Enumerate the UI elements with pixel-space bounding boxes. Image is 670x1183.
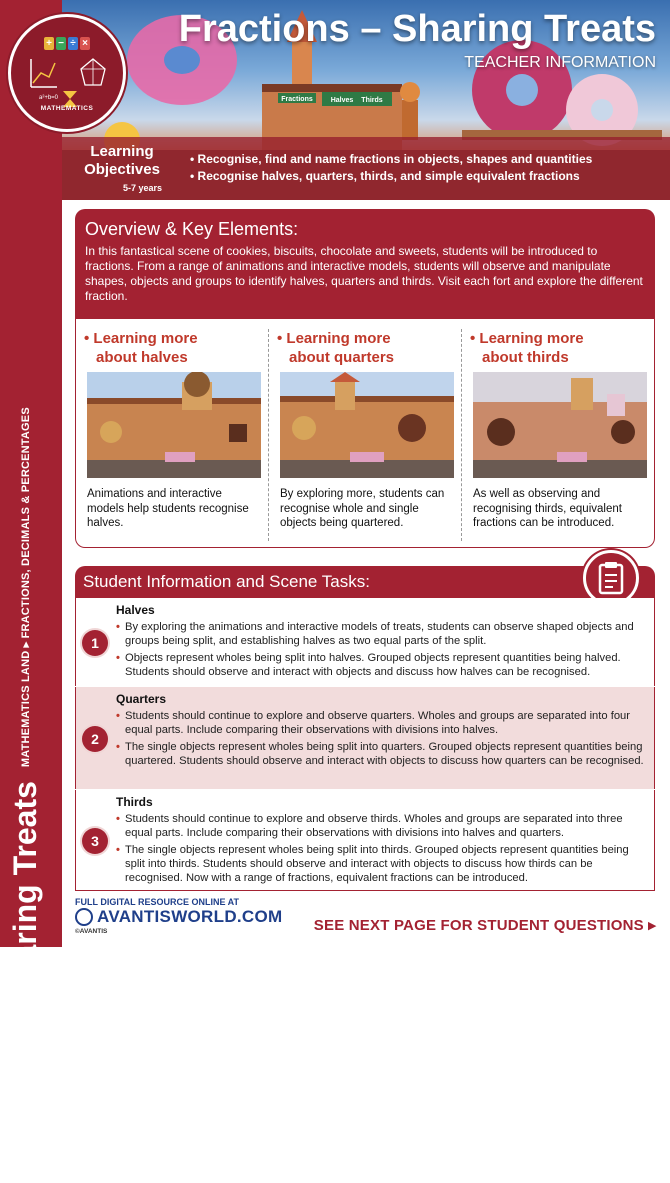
panel-halves — [76, 319, 262, 547]
hero-sign-halves — [331, 97, 354, 104]
task-quarters — [75, 687, 655, 789]
student-info-header — [75, 566, 655, 598]
globe-icon — [75, 908, 93, 926]
task-title: Quarters — [116, 692, 167, 706]
task-number: 2 — [82, 726, 108, 752]
next-page-link[interactable]: SEE NEXT PAGE FOR STUDENT QUESTIONS ▸ — [313, 917, 656, 934]
page-title: Fractions – Sharing Treats — [178, 8, 656, 50]
halves-scene-image — [87, 372, 261, 478]
panel-thirds — [462, 319, 648, 547]
task-thirds — [75, 790, 655, 891]
task-point: • Objects represent wholes being split into halves. Grouped objects represent quantities being halved. Students should observe and interact with objects and discuss how halves can be recognised. — [116, 651, 648, 679]
learning-objectives — [62, 137, 670, 200]
task-point: • The single objects represent wholes being split into quarters. Grouped objects represent quantities being quartered. Students should observe and interact with objects to discuss how quarters can be recognised. — [116, 740, 648, 768]
svg-text:Thirds: Thirds — [361, 97, 383, 104]
badge-formula: a²+b=0 — [39, 95, 59, 101]
task-title: Thirds — [116, 795, 153, 809]
thirds-scene-image — [473, 372, 647, 478]
task-points — [116, 620, 648, 682]
minus-icon: − — [56, 37, 66, 50]
objective-item: • Recognise halves, quarters, thirds, and simple equivalent fractions — [190, 168, 592, 185]
hero-sign-fractions — [278, 93, 316, 103]
badge-label: MATHEMATICS — [40, 105, 94, 112]
panel-caption: Animations and interactive models help students recognise halves. — [87, 488, 249, 529]
task-points — [116, 812, 648, 888]
task-number: 1 — [82, 630, 108, 656]
task-title: Halves — [116, 603, 155, 617]
learning-panels — [75, 319, 655, 548]
website-link[interactable]: AVANTISWORLD.COM — [97, 907, 283, 926]
sidebar — [0, 0, 62, 1183]
task-point: • Students should continue to explore and observe thirds. Wholes and groups are separated into three equal parts. Include comparing their observations with divisions into halves and quarters. — [116, 812, 648, 840]
copyright: ©AVANTIS — [75, 928, 108, 935]
task-point: • Students should continue to explore and observe quarters. Wholes and groups are separated into four equal parts. Include comparing their observations with divisions into halves. — [116, 709, 648, 737]
quarters-scene-image — [280, 372, 454, 478]
overview-section — [75, 209, 655, 319]
overview-title: Overview & Key Elements: — [85, 219, 299, 239]
panel-caption: By exploring more, students can recognise whole and single objects being quartered. — [280, 488, 445, 529]
overview-text: In this fantastical scene of cookies, biscuits, chocolate and sweets, students will be introduced to fractions. From a range of animations and interactive models, students will observe and manipulate shapes, objects and groups to identify halves, quarters and thirds. Visit each fort and explore the different fraction. — [85, 244, 643, 303]
geometry-icon — [11, 17, 123, 129]
page-subtitle: TEACHER INFORMATION — [464, 54, 656, 71]
task-halves — [75, 598, 655, 686]
learning-objectives-heading: Learning Objectives — [84, 143, 160, 178]
hero-sign-thirds — [361, 97, 382, 104]
svg-text:Halves: Halves — [330, 97, 354, 104]
mathematics-badge — [8, 14, 126, 132]
student-info-title: Student Information and Scene Tasks: — [83, 572, 370, 591]
multiply-icon: × — [80, 37, 90, 50]
objective-item: • Recognise, find and name fractions in objects, shapes and quantities — [190, 151, 592, 168]
task-points — [116, 709, 648, 771]
plus-icon: + — [44, 37, 54, 50]
learning-objectives-list — [190, 151, 592, 185]
panel-heading: • Learning more about thirds — [470, 330, 584, 366]
task-number: 3 — [82, 828, 108, 854]
age-range: 5-7 years — [122, 183, 162, 193]
divide-icon: ÷ — [68, 37, 78, 50]
panel-heading: • Learning more about halves — [84, 330, 198, 366]
footer-url-block[interactable] — [75, 907, 282, 927]
hero-banner — [62, 0, 670, 200]
panel-heading: • Learning more about quarters — [277, 330, 395, 366]
vertical-breadcrumb: MATHEMATICS LAND ▸ FRACTIONS, DECIMALS & PERCENTAGES — [19, 407, 32, 768]
panel-caption: As well as observing and recognising thirds, equivalent fractions can be introduced. — [473, 488, 622, 529]
panel-quarters — [269, 319, 455, 547]
vertical-title: Fractions – Sharing Treats — [6, 781, 43, 1183]
vertical-title-block — [0, 343, 51, 1183]
task-point: • By exploring the animations and interactive models of treats, students can observe shaped objects and groups being split, and establishing halves as two equal parts of the split. — [116, 620, 648, 648]
task-point: • The single objects represent wholes being split into thirds. Grouped objects represent quantities being split into thirds. Students should observe and interact with objects to discuss how thirds can be recognised. Now with a range of fractions, equivalent fractions can be introduced. — [116, 843, 648, 885]
svg-text:Fractions: Fractions — [281, 96, 313, 103]
footer-resource-line: FULL DIGITAL RESOURCE ONLINE AT — [75, 897, 239, 907]
